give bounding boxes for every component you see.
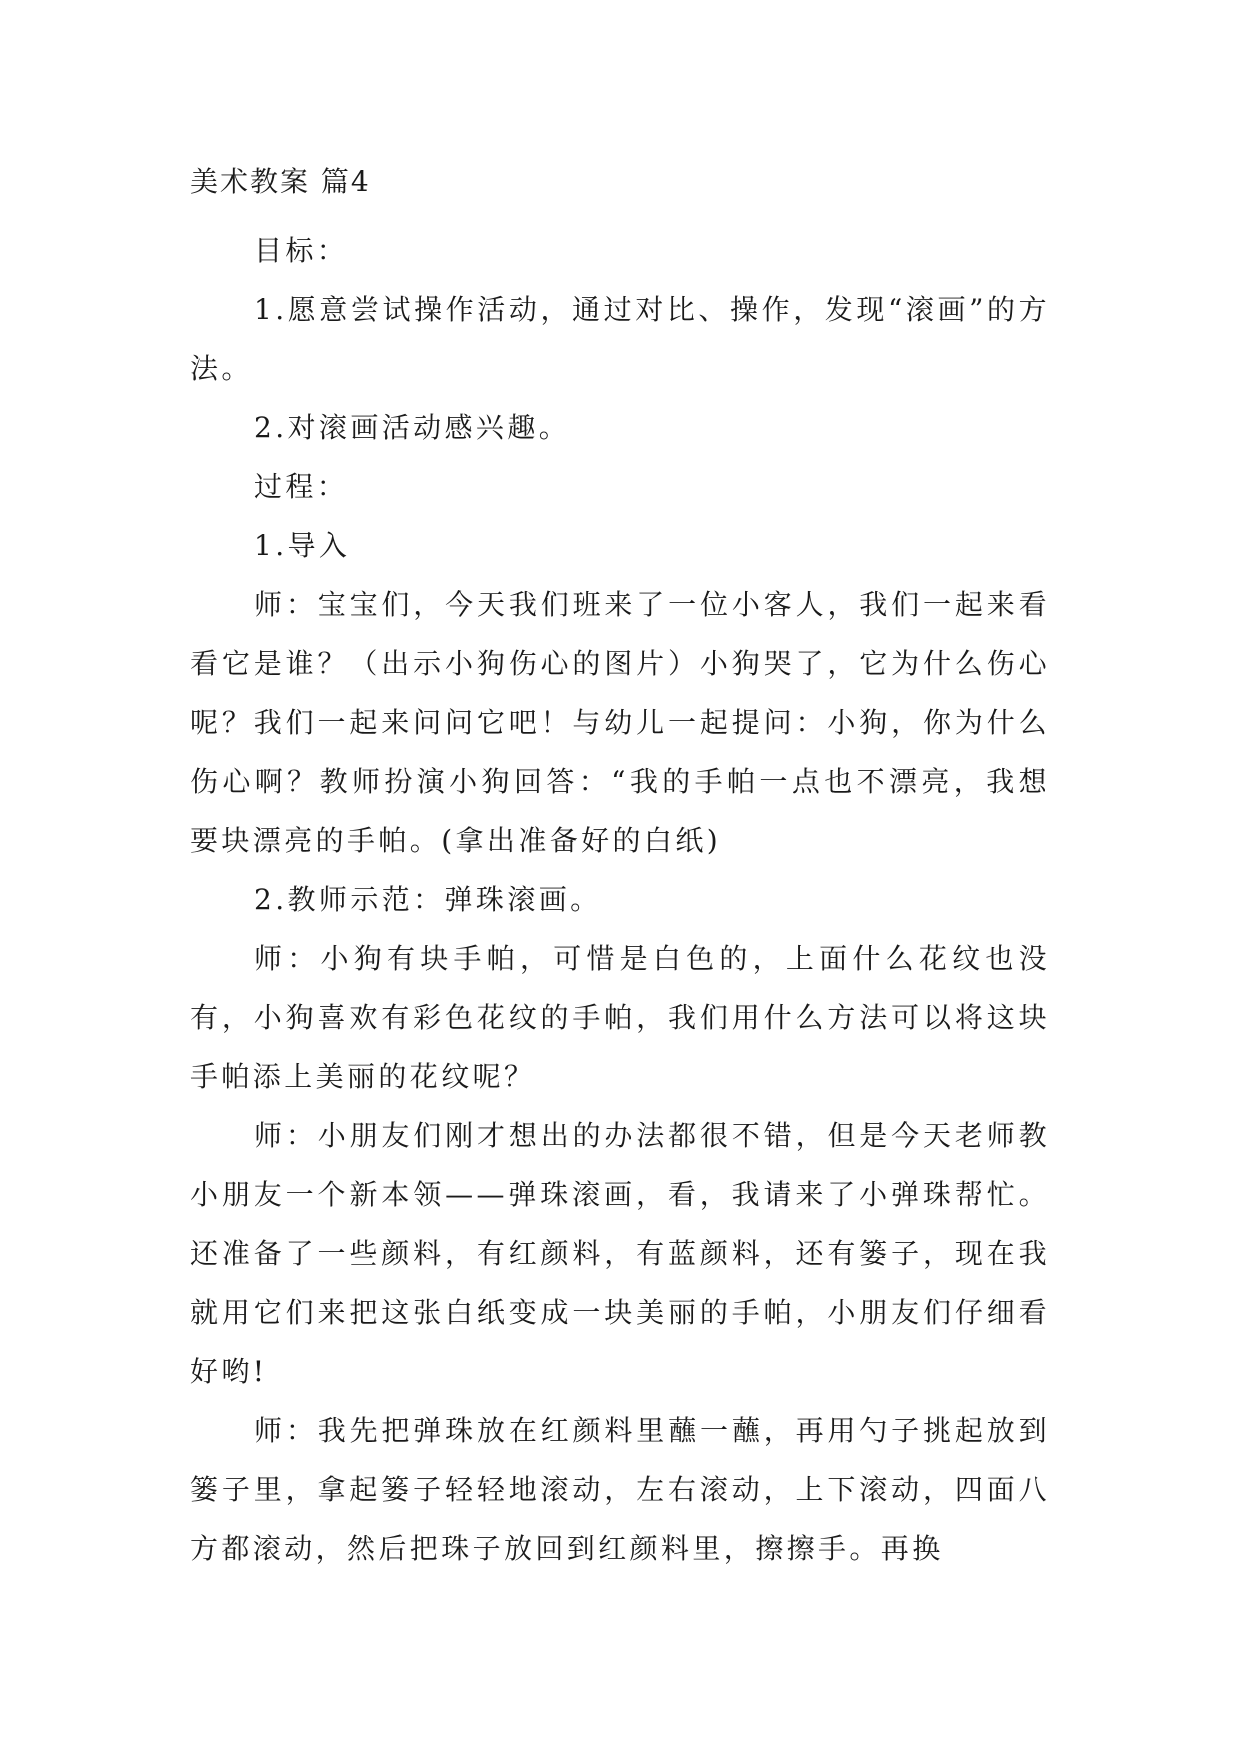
paragraph-process-heading: 过程： <box>254 470 349 503</box>
paragraph-goals-heading: 目标： <box>254 234 349 267</box>
paragraph-goal-1: 1.愿意尝试操作活动，通过对比、操作，发现“滚画”的方法。 <box>190 293 1050 385</box>
paragraph-goal-2: 2.对滚画活动感兴趣。 <box>254 411 571 444</box>
paragraph-intro-dialogue: 师：宝宝们，今天我们班来了一位小客人，我们一起来看看它是谁？（出示小狗伤心的图片）小狗哭了，它为什么伤心呢？我们一起来问问它吧！与幼儿一起提问：小狗，你为什么伤心啊？教师扮演小狗回答：“我的手帕一点也不漂亮，我想要块漂亮的手帕。(拿出准备好的白纸) <box>190 588 1050 857</box>
document-body <box>190 163 1050 1578</box>
paragraph-demonstration: 师：我先把弹珠放在红颜料里蘸一蘸，再用勺子挑起放到篓子里，拿起篓子轻轻地滚动，左右滚动，上下滚动，四面八方都滚动，然后把珠子放回到红颜料里，擦擦手。再换 <box>190 1414 1050 1565</box>
paragraph-step-2: 2.教师示范：弹珠滚画。 <box>254 883 602 916</box>
paragraph-handkerchief-question: 师：小狗有块手帕，可惜是白色的，上面什么花纹也没有，小狗喜欢有彩色花纹的手帕，我们用什么方法可以将这块手帕添上美丽的花纹呢？ <box>190 942 1050 1093</box>
document-title: 美术教案 篇4 <box>190 165 371 198</box>
paragraph-new-skill: 师：小朋友们刚才想出的办法都很不错，但是今天老师教小朋友一个新本领——弹珠滚画，看，我请来了小弹珠帮忙。还准备了一些颜料，有红颜料，有蓝颜料，还有篓子，现在我就用它们来把这张白纸变成一块美丽的手帕，小朋友们仔细看好哟! <box>190 1119 1050 1388</box>
paragraph-step-1: 1.导入 <box>254 529 351 562</box>
